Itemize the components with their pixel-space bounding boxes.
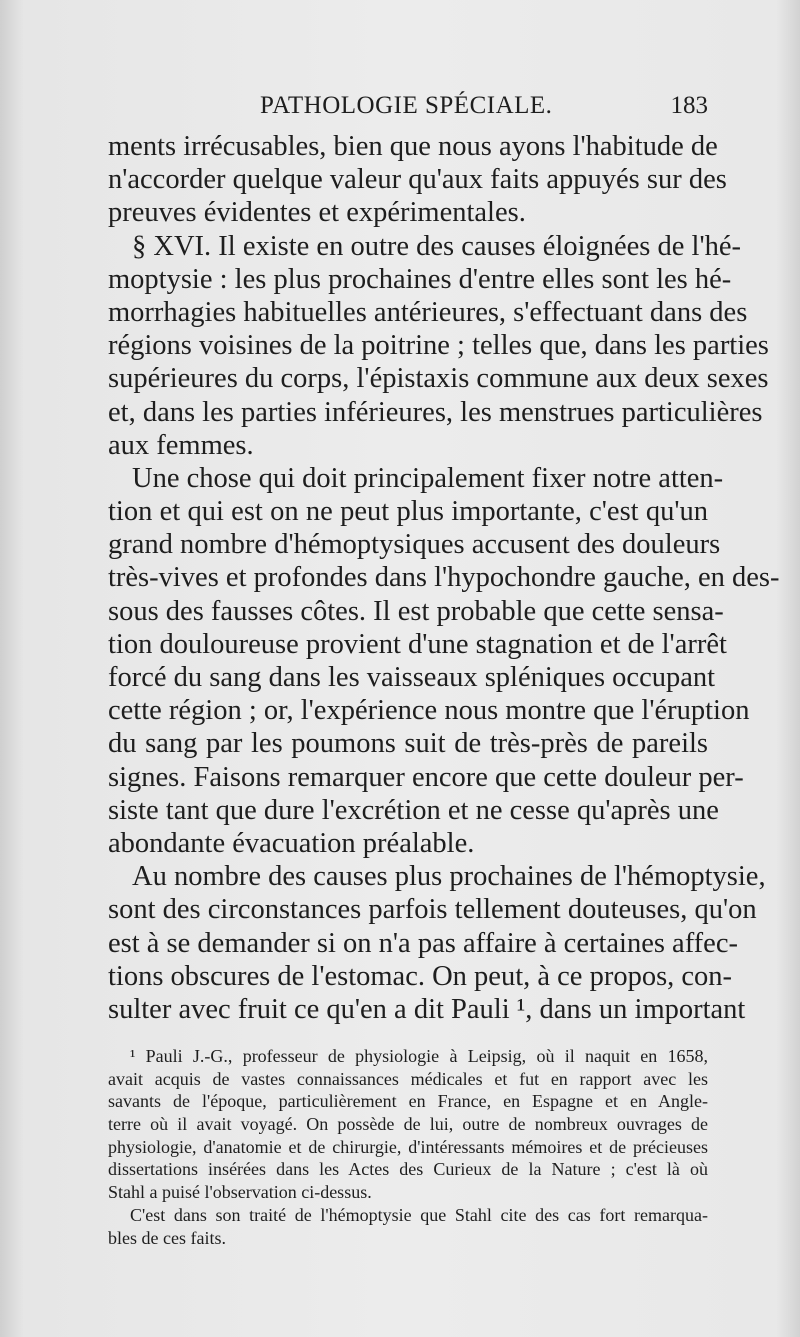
footnote-line: C'est dans son traité de l'hémoptysie que Stahl cite des cas fort remarqua-: [130, 1204, 708, 1225]
footnote-line: savants de l'époque, particulièrement en France, en Espagne et en Angle-: [108, 1091, 708, 1112]
text-line: très-vives et profondes dans l'hypochondre gauche, en des-: [108, 562, 780, 594]
text-line: moptysie : les plus prochaines d'entre elles sont les hé-: [108, 263, 732, 295]
text-line: morrhagies habituelles antérieures, s'effectuant dans des: [108, 296, 748, 328]
text-line: preuves évidentes et expérimentales.: [108, 197, 526, 229]
text-line: siste tant que dure l'excrétion et ne cesse qu'après une: [108, 794, 719, 826]
text-line: aux femmes.: [108, 429, 254, 461]
text-line: est à se demander si on n'a pas affaire à certaines affec-: [108, 927, 738, 959]
text-line: supérieures du corps, l'épistaxis commune aux deux sexes: [108, 363, 769, 395]
footnote-line: bles de ces faits.: [108, 1227, 226, 1248]
footnote-line: ¹ Pauli J.-G., professeur de physiologie à Leipsig, où il naquit en 1658,: [130, 1046, 708, 1066]
main-text: [108, 130, 780, 1026]
text-line: et, dans les parties inférieures, les menstrues particulières: [108, 396, 763, 428]
text-line: grand nombre d'hémoptysiques accusent des douleurs: [108, 529, 721, 561]
footnote-line: physiologie, d'anatomie et de chirurgie, d'intéressants mémoires et de précieuses: [108, 1136, 708, 1157]
text-line: cette région ; or, l'expérience nous montre que l'éruption: [108, 695, 750, 727]
text-line: du sang par les poumons suit de très-près de pareils: [108, 728, 708, 760]
text-line: tion et qui est on ne peut plus importante, c'est qu'un: [108, 496, 708, 528]
text-line: Au nombre des causes plus prochaines de l'hémoptysie,: [132, 861, 766, 893]
text-line: abondante évacuation préalable.: [108, 827, 475, 859]
footnote-line: avait acquis de vastes connaissances médicales et fut en rapport avec les: [108, 1068, 708, 1089]
text-line: Une chose qui doit principalement fixer notre atten-: [132, 462, 724, 494]
text-line: régions voisines de la poitrine ; telles que, dans les parties: [108, 330, 769, 362]
text-line: sulter avec fruit ce qu'en a dit Pauli ¹, dans un important: [108, 993, 746, 1025]
text-line: § XVI. Il existe en outre des causes éloignées de l'hé-: [132, 230, 741, 262]
page-header: [108, 92, 708, 126]
text-line: sous des fausses côtes. Il est probable que cette sensa-: [108, 595, 724, 627]
text-line: signes. Faisons remarquer encore que cette douleur per-: [108, 761, 744, 793]
footnotes: [108, 1045, 708, 1249]
text-line: tions obscures de l'estomac. On peut, à ce propos, con-: [108, 960, 733, 992]
footnote-line: Stahl a puisé l'observation ci-dessus.: [108, 1182, 372, 1203]
text-line: n'accorder quelque valeur qu'aux faits appuyés sur des: [108, 164, 727, 196]
running-title: PATHOLOGIE SPÉCIALE.: [260, 92, 553, 119]
page-number: 183: [670, 92, 708, 119]
text-line: ments irrécusables, bien que nous ayons l'habitude de: [108, 131, 718, 162]
text-line: sont des circonstances parfois tellement douteuses, qu'on: [108, 894, 757, 926]
footnote-line: dissertations insérées dans les Actes des Curieux de la Nature ; c'est là où: [108, 1159, 708, 1180]
text-line: tion douloureuse provient d'une stagnation et de l'arrêt: [108, 628, 727, 660]
footnote-line: terre où il avait voyagé. On possède de lui, outre de nombreux ouvrages de: [108, 1114, 708, 1135]
text-line: forcé du sang dans les vaisseaux spléniques occupant: [108, 662, 716, 693]
